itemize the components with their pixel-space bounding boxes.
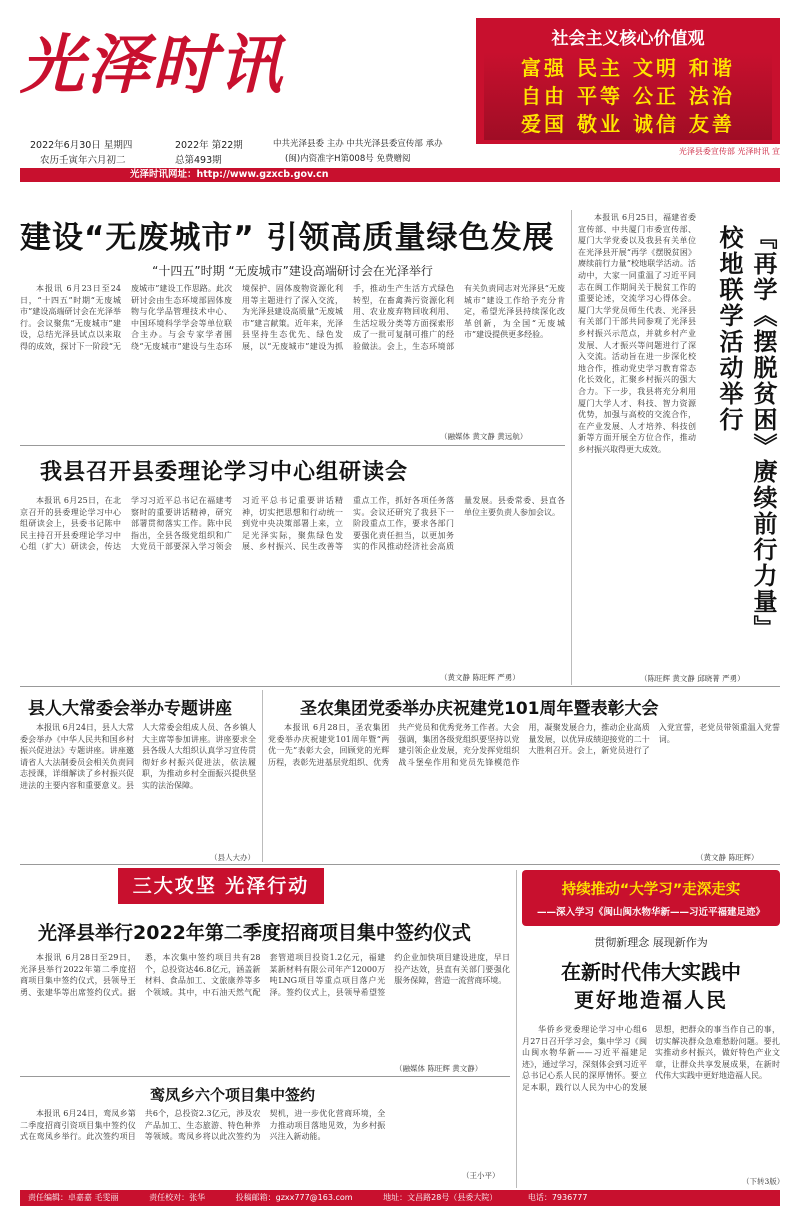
article3-title: 县人大常委会举办专题讲座: [28, 699, 232, 719]
core-values-title: 社会主义核心价值观: [478, 20, 778, 51]
article1-subtitle: “十四五”时期 “无废城市”建设高端研讨会在光泽举行: [152, 264, 433, 278]
article3-byline: （县人大办）: [210, 853, 255, 862]
website-bar: 光泽时讯网址：http://www.gzxcb.gov.cn: [20, 168, 780, 182]
side-article-body: [578, 212, 696, 682]
issue-volume: 2022年 第22期: [175, 140, 243, 151]
footer-editor: 责任编辑：卓嘉嘉 毛雯丽: [28, 1193, 119, 1202]
masthead: [20, 18, 470, 113]
core-values-line: 自由 平等 公正 法治: [521, 84, 735, 108]
article1-byline: （融媒体 黄文静 黄远航）: [440, 432, 528, 441]
divider: [20, 686, 780, 687]
article2-byline: （黄文静 陈旺辉 严勇）: [440, 673, 520, 682]
core-values-line: 爱国 敬业 诚信 友善: [521, 112, 735, 136]
article7-title-line1: 在新时代伟大实践中: [561, 960, 741, 984]
column-rule: [262, 690, 263, 862]
article3-body: [20, 722, 256, 850]
core-values-box: [476, 18, 780, 144]
article7-body: [522, 1024, 780, 1176]
article6-byline: （王小平）: [462, 1171, 500, 1180]
side-article-title: 『再学《摆脱贫困》赓续前行力量』校地联学活动举行: [715, 225, 777, 629]
masthead-logo: 光泽时讯: [20, 28, 284, 103]
issue-permit: (闽)内资准字H第008号 免费赠阅: [285, 154, 411, 164]
article5-byline: （融媒体 陈旺辉 黄文静）: [395, 1064, 483, 1073]
article7-kicker: 贯彻新理念 展现新作为: [594, 936, 708, 949]
article7-byline: （下转3版）: [742, 1177, 785, 1186]
article5-body: [20, 952, 510, 1062]
column-rule: [571, 210, 572, 685]
article6-body: [20, 1108, 510, 1180]
article4-byline: （黄文静 陈旺辉）: [696, 853, 759, 862]
study-banner: [522, 870, 780, 926]
core-values-line: 富强 民主 文明 和谐: [521, 56, 735, 80]
article5-body-text: 本报讯 6月28日至29日，光泽县举行2022年第二季度招商项目集中签约仪式，县领导王勇、张建华等出席签约仪式。据悉，本次集中签约项目共有28个，总投资达46.8亿元，涵盖新材料、食品加工、文旅康养等多个领域。其中，中石油天然气配套管道项目投资1.2亿元，福建某新材料有限公司年产12000万吨LNG项目等重点项目落户光泽。签约仪式上，县领导希望签约企业加快项目建设进度，早日投产达效，县直有关部门要强化服务保障，营造一流营商环境。: [20, 953, 510, 997]
study-banner-line1: 持续推动“大学习”走深走实: [561, 882, 741, 898]
article1-title: 建设“无废城市” 引领高质量绿色发展: [20, 220, 555, 256]
divider: [20, 1076, 510, 1077]
core-values-footnote: 光泽县委宣传部 光泽时讯 宣: [678, 147, 780, 156]
core-values-panel: [484, 52, 772, 140]
side-article-byline: （陈旺辉 黄文静 邱晓菁 严勇）: [640, 674, 745, 683]
article4-body: [268, 722, 780, 850]
article1-body: [20, 283, 565, 443]
article7-body-text: 华侨乡党委理论学习中心组6月27日召开学习会，集中学习《闽山闽水物华新——习近平福建足迹》，通过学习，深刻体会到习近平总书记心系人民的深厚情怀。要立足本职，践行以人民为中心的发展思想，把群众的事当作自己的事，切实解决群众急难愁盼问题。要扎实推动乡村振兴，做好特色产业文章，让群众共享发展成果，在新时代伟大实践中更好地造福人民。: [522, 1025, 780, 1092]
footer-email: 投稿邮箱：gzxx777@163.com: [235, 1193, 353, 1202]
article4-body-text: 本报讯 6月28日，圣农集团党委举办庆祝建党101周年暨“两优一先”表彰大会，回顾党的光辉历程，表彰先进基层党组织、优秀共产党员和优秀党务工作者。大会强调，集团各级党组织要坚持以党建引领企业发展，充分发挥党组织战斗堡垒作用和党员先锋模范作用，凝聚发展合力，推动企业高质量发展，以优异成绩迎接党的二十大胜利召开。会上，新党员进行了入党宣誓，老党员带领重温入党誓词。: [268, 723, 780, 767]
campaign-banner: 三大攻坚 光泽行动: [118, 868, 324, 904]
study-banner-line2: ——深入学习《闽山闽水物华新——习近平福建足迹》: [536, 907, 765, 918]
footer-phone: 电话：7936777: [527, 1193, 588, 1202]
footer-address: 地址：文昌路28号（县委大院）: [383, 1193, 498, 1202]
article2-body: [20, 495, 565, 670]
divider: [20, 445, 565, 446]
column-rule: [516, 870, 517, 1188]
article4-title: 圣农集团党委举办庆祝建党101周年暨表彰大会: [300, 699, 659, 719]
article1-body-text: 本报讯 6月23日至24日，“十四五”时期“无废城市”建设高端研讨会在光泽举行。会议聚焦“无废城市”建设，总结光泽县试点以来取得的成效，探讨下一阶段“无废城市”建设工作思路。此次研讨会由生态环境部固体废物与化学品管理技术中心、中国环境科学学会等单位联合主办。与会专家学者围绕“无废城市”建设与生态环境保护、固体废物资源化利用等主题进行了深入交流，为光泽县建设高质量“无废城市”建言献策。近年来，光泽县坚持生态优先、绿色发展，以“无废城市”建设为抓手，推动生产生活方式绿色转型，在畜禽粪污资源化利用、农业废弃物回收利用、生活垃圾分类等方面探索形成了一批可复制可推广的经验做法。会上，生态环境部有关负责同志对光泽县“无废城市”建设工作给予充分肯定，希望光泽县持续深化改革创新，为全国“无废城市”建设提供更多经验。: [20, 284, 565, 351]
article5-title: 光泽县举行2022年第二季度招商项目集中签约仪式: [38, 922, 471, 944]
article2-body-text: 本报讯 6月25日，在北京召开的县委理论学习中心组研读会上，县委书记陈中民主持召开县委理论学习中心组（扩大）研读会，传达学习习近平总书记在福建考察时的重要讲话精神，研究部署贯彻落实工作。陈中民指出，全县各级党组织和广大党员干部要深入学习领会习近平总书记重要讲话精神，切实把思想和行动统一到党中央决策部署上来，立足光泽实际，聚焦绿色发展、乡村振兴、民生改善等重点工作，抓好各项任务落实。会议还研究了我县下一阶段重点工作，要求各部门要强化责任担当，以更加务实的作风推动经济社会高质量发展。县委常委、县直各单位主要负责人参加会议。: [20, 496, 565, 552]
article7-title-line2: 更好地造福人民: [574, 988, 728, 1012]
article2-title: 我县召开县委理论学习中心组研读会: [40, 460, 409, 485]
issue-lunar: 农历壬寅年六月初二: [40, 155, 126, 166]
issue-total: 总第493期: [175, 155, 222, 166]
issue-date: 2022年6月30日 星期四: [30, 140, 133, 151]
divider: [20, 864, 780, 865]
footer-proof: 责任校对：张华: [149, 1193, 206, 1202]
article3-body-text: 本报讯 6月24日，县人大常委会举办《中华人民共和国乡村振兴促进法》专题讲座。讲座邀请省人大法制委员会相关负责同志授课，详细解读了乡村振兴促进法的主要内容和重要意义。县人大常委会组成人员、各乡镇人大主席等参加讲座。讲座要求全县各级人大组织认真学习宣传贯彻好乡村振兴促进法，依法履职，为推动乡村全面振兴提供坚实的法治保障。: [20, 723, 256, 790]
article6-body-text: 本报讯 6月24日，鸾凤乡第二季度招商引资项目集中签约仪式在鸾凤乡举行。此次签约项目共6个，总投资2.3亿元，涉及农产品加工、生态旅游、特色种养等领域。鸾凤乡将以此次签约为契机，进一步优化营商环境，全力推动项目落地见效，为乡村振兴注入新动能。: [20, 1109, 386, 1142]
side-article-body-text: 本报讯 6月25日，福建省委宣传部、中共厦门市委宣传部、厦门大学党委以及我县有关单位在光泽县开展“再学《摆脱贫困》赓续前行力量”校地联学活动。活动中，大家一同重温了习近平同志在闽工作期间关于脱贫工作的重要论述，交流学习心得体会。厦门大学党员师生代表、光泽县有关部门干部共同参观了光泽县乡村振兴示范点，并就乡村产业发展、人才振兴等问题进行了深入交流。活动旨在进一步深化校地合作，推动党史学习教育常态化长效化，汇聚乡村振兴的强大合力。下一步，我县将充分利用厦门大学人才、科技、智力资源优势，加强与高校的交流合作，在产业发展、人才培养、科技创新等方面开展全方位合作，推动乡村振兴取得更大成效。: [578, 213, 696, 454]
issue-sponsor: 中共光泽县委 主办 中共光泽县委宣传部 承办: [273, 139, 443, 149]
article6-title: 鸾凤乡六个项目集中签约: [150, 1086, 316, 1104]
footer-bar: [20, 1190, 780, 1206]
